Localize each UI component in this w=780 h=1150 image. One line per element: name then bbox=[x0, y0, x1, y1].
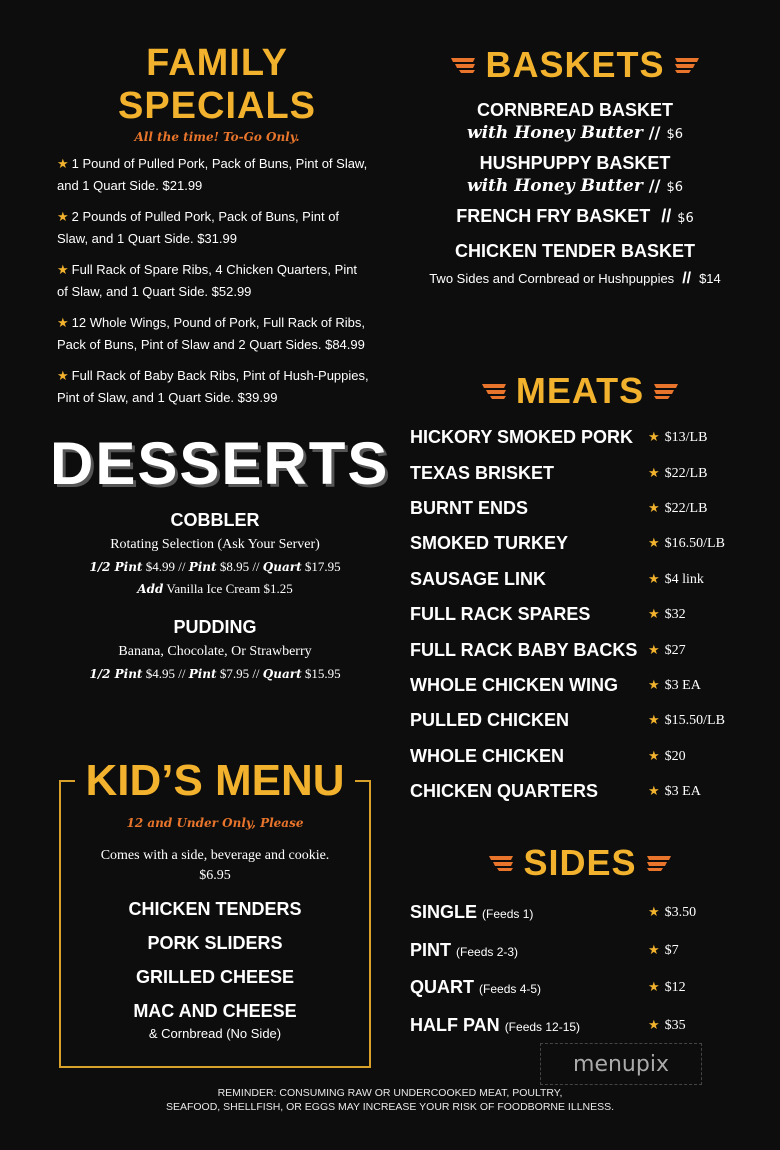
watermark: menupix bbox=[540, 1043, 702, 1085]
meat-row: HICKORY SMOKED PORK ★ $13/LB bbox=[410, 427, 708, 448]
wing-left-icon bbox=[480, 382, 508, 400]
meat-row: SAUSAGE LINK ★ $4 link bbox=[410, 568, 704, 589]
star-icon: ★ bbox=[648, 606, 660, 622]
kids-menu-item: CHICKEN TENDERS bbox=[128, 899, 302, 919]
basket-name: CORNBREAD BASKET bbox=[476, 100, 673, 120]
baskets-header bbox=[410, 44, 740, 86]
pudding-desc: Banana, Chocolate, Or Strawberry bbox=[118, 644, 312, 659]
pudding-name: PUDDING bbox=[173, 617, 257, 637]
chicken-tender-basket: CHICKEN TENDER BASKET bbox=[454, 241, 695, 261]
french-fry-basket: FRENCH FRY BASKET // $6 bbox=[456, 206, 694, 226]
star-icon: ★ bbox=[648, 712, 660, 728]
family-special-item: ★ 12 Whole Wings, Pound of Pork, Full Rack of Ribs, Pack of Buns, Pint of Slaw and 2 Quart Sides. $84.99 bbox=[57, 315, 366, 352]
pudding-prices: 1/2 Pint $4.95 // Pint $7.95 // Quart $15.95 bbox=[89, 666, 341, 681]
star-icon: ★ bbox=[57, 156, 69, 171]
star-icon: ★ bbox=[648, 747, 660, 763]
family-specials-subtitle: All the time! To-Go Only. bbox=[134, 130, 300, 144]
side-row: QUART (Feeds 4-5) ★ $12 bbox=[410, 977, 686, 998]
sides-title: SIDES bbox=[523, 842, 637, 883]
meat-row: TEXAS BRISKET ★ $22/LB bbox=[410, 462, 708, 483]
family-special-item: ★ Full Rack of Spare Ribs, 4 Chicken Quarters, Pint of Slaw, and 1 Quart Side. $52.99 bbox=[57, 262, 358, 299]
cobbler-addon: Add Vanilla Ice Cream $1.25 bbox=[137, 581, 293, 596]
meats-header bbox=[410, 370, 750, 412]
star-icon: ★ bbox=[648, 783, 660, 799]
kids-menu-item: GRILLED CHEESE bbox=[135, 967, 295, 987]
basket-sub: with Honey Butter // $6 bbox=[466, 176, 684, 196]
wing-right-icon bbox=[673, 56, 701, 74]
star-icon: ★ bbox=[57, 315, 69, 330]
meat-row: WHOLE CHICKEN ★ $20 bbox=[410, 745, 686, 766]
sides-section bbox=[410, 842, 750, 1044]
side-row: HALF PAN (Feeds 12-15) ★ $35 bbox=[410, 1014, 686, 1035]
cobbler-name: COBBLER bbox=[170, 510, 260, 530]
star-icon: ★ bbox=[648, 904, 660, 920]
meat-row: WHOLE CHICKEN WING ★ $3 EA bbox=[410, 674, 701, 695]
cobbler-prices: 1/2 Pint $4.99 // Pint $8.95 // Quart $17.95 bbox=[89, 559, 341, 574]
meats-section bbox=[410, 370, 750, 809]
family-specials-section bbox=[52, 42, 382, 409]
kids-menu-subtitle: 12 and Under Only, Please bbox=[126, 816, 304, 830]
side-row: PINT (Feeds 2-3) ★ $7 bbox=[410, 939, 679, 960]
baskets-section bbox=[410, 44, 740, 288]
star-icon: ★ bbox=[648, 1016, 660, 1032]
basket-name: HUSHPUPPY BASKET bbox=[479, 153, 671, 173]
family-special-item: ★ 1 Pound of Pulled Pork, Pack of Buns, Pint of Slaw, and 1 Quart Side. $21.99 bbox=[57, 156, 368, 193]
meat-row: FULL RACK SPARES ★ $32 bbox=[410, 604, 686, 625]
side-row: SINGLE (Feeds 1) ★ $3.50 bbox=[410, 902, 697, 923]
star-icon: ★ bbox=[648, 641, 660, 657]
meats-title: MEATS bbox=[515, 370, 645, 411]
wing-left-icon bbox=[449, 56, 477, 74]
baskets-title: BASKETS bbox=[485, 44, 665, 85]
health-reminder: REMINDER: CONSUMING RAW OR UNDERCOOKED MEAT, POULTRY, SEAFOOD, SHELLFISH, OR EGGS MAY INCREASE YOUR RISK OF FOODBORNE ILLNESS. bbox=[165, 1087, 615, 1113]
family-specials-title: FAMILY SPECIALS bbox=[117, 42, 317, 127]
meat-row: CHICKEN QUARTERS ★ $3 EA bbox=[410, 781, 701, 802]
meat-row: SMOKED TURKEY ★ $16.50/LB bbox=[410, 533, 725, 554]
star-icon: ★ bbox=[648, 941, 660, 957]
kids-menu-item: PORK SLIDERS bbox=[147, 933, 283, 953]
desserts-title: DESSERTS bbox=[50, 430, 390, 497]
wing-left-icon bbox=[487, 854, 515, 872]
star-icon: ★ bbox=[648, 535, 660, 551]
star-icon: ★ bbox=[648, 676, 660, 692]
kids-menu-note: & Cornbread (No Side) bbox=[148, 1026, 282, 1041]
kids-menu-item: MAC AND CHEESE bbox=[133, 1001, 297, 1021]
kids-menu-desc: Comes with a side, beverage and cookie. $6.95 bbox=[100, 848, 330, 883]
star-icon: ★ bbox=[648, 499, 660, 515]
meat-row: PULLED CHICKEN ★ $15.50/LB bbox=[410, 710, 725, 731]
star-icon: ★ bbox=[57, 262, 69, 277]
sides-header bbox=[410, 842, 750, 884]
kids-menu-title: KID’S MENU bbox=[75, 756, 354, 806]
star-icon: ★ bbox=[57, 368, 69, 383]
meat-row: FULL RACK BABY BACKS ★ $27 bbox=[410, 639, 686, 660]
family-special-item: ★ Full Rack of Baby Back Ribs, Pint of Hush-Puppies, Pint of Slaw, and 1 Quart Side. $39.99 bbox=[57, 368, 369, 405]
star-icon: ★ bbox=[648, 464, 660, 480]
family-special-item: ★ 2 Pounds of Pulled Pork, Pack of Buns, Pint of Slaw, and 1 Quart Side. $31.99 bbox=[57, 209, 340, 246]
star-icon: ★ bbox=[648, 570, 660, 586]
star-icon: ★ bbox=[648, 979, 660, 995]
chicken-tender-basket-desc: Two Sides and Cornbread or Hushpuppies // $14 bbox=[429, 270, 721, 287]
desserts-section bbox=[50, 430, 390, 682]
kids-menu-section bbox=[59, 756, 371, 1068]
cobbler-desc: Rotating Selection (Ask Your Server) bbox=[110, 537, 320, 552]
wing-right-icon bbox=[645, 854, 673, 872]
star-icon: ★ bbox=[57, 209, 69, 224]
basket-sub: with Honey Butter // $6 bbox=[466, 123, 684, 143]
meat-row: BURNT ENDS ★ $22/LB bbox=[410, 497, 708, 518]
star-icon: ★ bbox=[648, 429, 660, 445]
wing-right-icon bbox=[652, 382, 680, 400]
